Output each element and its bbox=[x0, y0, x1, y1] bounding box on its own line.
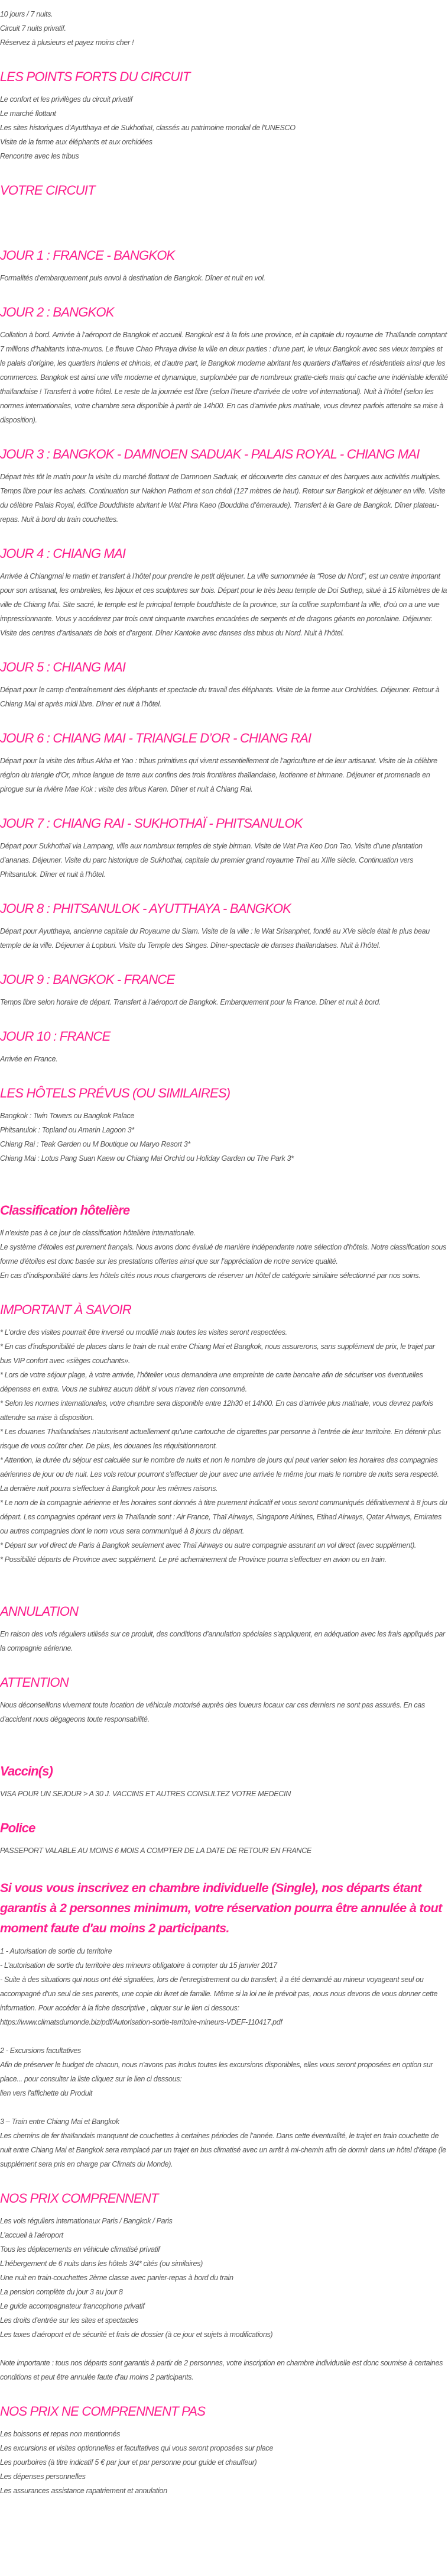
important-item: * Les douanes Thaïlandaises n'autorisent actuellement qu'une cartouche de cigarettes par personne à l'entrée de leur territoire. En détenir plus risque de vous coûter cher. De plus, les douanes les réquisitionneront. bbox=[0, 1428, 441, 1450]
day-description: Arrivée à Chiangmai le matin et transfert à l’hôtel pour prendre le petit déjeuner. La ville surnommée la “Rose du Nord”, est un centre important pour son artisanat, les ombrelles, les bijoux et ces sculptures sur bois. Départ pour le très beau temple de Doi Suthep, situé à 15 kilomètres de la ville de Chiang Mai. Site sacré, le temple est le principal temple bouddhiste de la province, sur la colline surplombant la ville, d’où on a une vue impressionnante. Vous y accéderez par trois cent cinquante marches encadrées de serpents et de dragons géants en porcelaine. Déjeuner. Visite des centres d’artisanats de bois et d’argent. Dîner Kantoke avec danses des tribus du Nord. Nuit à l’hôtel. bbox=[0, 572, 447, 637]
hotel-item: Chiang Mai : Lotus Pang Suan Kaew ou Chiang Mai Orchid ou Holiday Garden ou The Park 3* bbox=[0, 1154, 294, 1163]
highlights-heading: LES POINTS FORTS DU CIRCUIT bbox=[0, 69, 190, 84]
included-item: L'hébergement de 6 nuits dans les hôtels 3/4* cités (ou similaires) bbox=[0, 2259, 203, 2268]
classification-line: Il n’existe pas à ce jour de classification hôtelière internationale. bbox=[0, 1229, 196, 1237]
annulation-text: En raison des vols réguliers utilisés sur ce produit, des conditions d’annulation spéciales s'appliquent, en adéquation avec les frais appliqués par la compagnie aérienne. bbox=[0, 1630, 445, 1652]
included-item: Le guide accompagnateur francophone privatif bbox=[0, 2302, 145, 2310]
hotel-item: Chiang Rai : Teak Garden ou M Boutique ou Maryo Resort 3* bbox=[0, 1140, 190, 1148]
single-room-warning: Si vous vous inscrivez en chambre individuelle (Single), nos départs étant garantis à 2 personnes minimum, votre réservation pourra être annulée à tout moment faute d'au moins 2 participants. bbox=[0, 1881, 442, 1935]
excluded-item: Les boissons et repas non mentionnés bbox=[0, 2430, 121, 2438]
section-line: - Suite à des situations qui nous ont été signalées, lors de l’enregistrement ou du transfert, il a été demandé au mineur voyageant seul ou accompagné d’un seul de ses parents, une copie du livret de famille. Même si la loi ne le prévoit pas, nous nous devons de vous donner cette information. Pour accéder à la fiche descriptive , cliquer sur le lien ci dessous: bbox=[0, 1975, 437, 2012]
day-description: Formalités d’embarquement puis envol à destination de Bangkok. Dîner et nuit en vol. bbox=[0, 274, 265, 282]
excluded-item: Les excursions et visites optionnelles et facultatives qui vous seront proposées sur place bbox=[0, 2444, 274, 2452]
police-text: PASSEPORT VALABLE AU MOINS 6 MOIS A COMPTER DE LA DATE DE RETOUR EN FRANCE bbox=[0, 1847, 311, 1855]
police-heading: Police bbox=[0, 1820, 35, 1835]
important-item: * Selon les normes internationales, votre chambre sera disponible entre 12h30 et 14h00. En cas d’arrivée plus matinale, vous devrez parfois attendre sa mise à disposition. bbox=[0, 1399, 433, 1422]
classification-text bbox=[0, 1226, 448, 1283]
product-poster-link[interactable]: lien vers l'affichette du Produit bbox=[0, 2089, 93, 2097]
booking-tip: Réservez à plusieurs et payez moins cher ! bbox=[0, 38, 134, 47]
included-item: La pension complète du jour 3 au jour 8 bbox=[0, 2288, 123, 2296]
important-note: Note importante : tous nos départs sont garantis à partir de 2 personnes, votre inscription en chambre individuelle est donc soumise à certaines conditions et peut être annulée faute d'au moins 2 participants. bbox=[0, 2359, 443, 2381]
excluded-item: Les assurances assistance rapatriement et annulation bbox=[0, 2487, 167, 2495]
day-description: Départ très tôt le matin pour la visite du marché flottant de Damnoen Saduak, et découverte des canaux et des barques aux activités multiples. Temps libre pour les achats. Continuation sur Nakhon Pathom et son chédi (127 mètres de haut). Retour sur Bangkok et déjeuner en ville. Visite du célèbre Palais Royal, édifice Bouddhiste abritant le Wat Phra Kaeo (Bouddha d’émeraude). Transfert à la Gare de Bangkok. Dîner plateau-repas. Nuit à bord du train couchettes. bbox=[0, 473, 446, 524]
classification-line: En cas d’indisponibilité dans les hôtels cités nous nous chargerons de réserver un hôtel de catégorie similaire sélectionné par nos soins. bbox=[0, 1271, 421, 1280]
important-item: * Le nom de la compagnie aérienne et les horaires sont donnés à titre purement indicatif et vous seront communiqués définitivement à 8 jours du départ. Les compagnies opérant vers la Thaïlande sont : Air France, Thaï Airways, Singapore Airlines, Etihad Airways, Qatar Airways, Emirates ou autres compagnies dont le nom vous sera communiqué à 8 jours du départ. bbox=[0, 1499, 447, 1535]
hotels-heading: LES HÔTELS PRÉVUS (OU SIMILAIRES) bbox=[0, 1086, 231, 1100]
important-list bbox=[0, 1325, 448, 1567]
highlights-list bbox=[0, 92, 448, 163]
spacer bbox=[0, 2100, 448, 2115]
excluded-heading: NOS PRIX NE COMPRENNENT PAS bbox=[0, 2404, 206, 2419]
important-item: * L'ordre des visites pourrait être inversé ou modifié mais toutes les visites seront respectées. bbox=[0, 1328, 287, 1337]
important-item: * Attention, la durée du séjour est calculée sur le nombre de nuits et non le nombre de jours qui peut varier selon les horaires des compagnies aériennes de jour ou de nuit. Les vols retour pourront s'effectuer de jour avec une arrivée le même jour mais le nombre de nuits sera respecté. La dernière nuit pourra s'effectuer à Bangkok pour les mêmes raisons. bbox=[0, 1456, 439, 1493]
day-heading: JOUR 5 : CHIANG MAI bbox=[0, 660, 126, 674]
important-heading: IMPORTANT À SAVOIR bbox=[0, 1302, 131, 1317]
list-item: Visite de la ferme aux éléphants et aux orchidées bbox=[0, 138, 152, 146]
hotel-item: Bangkok : Twin Towers ou Bangkok Palace bbox=[0, 1112, 135, 1120]
important-item: * En cas d'indisponibilité de places dans le train de nuit entre Chiang Mai et Bangkok, nous assurerons, sans supplément de prix, le trajet par bus VIP confort avec «sièges couchants». bbox=[0, 1342, 435, 1365]
circuit-heading: VOTRE CIRCUIT bbox=[0, 183, 95, 198]
day-heading: JOUR 9 : BANGKOK - FRANCE bbox=[0, 972, 175, 987]
section-line: Les chemins de fer thaïlandais manquent de couchettes à certaines périodes de l’année. Dans cette éventualité, le trajet en train couchette de nuit entre Chiang Mai et Bangkok sera remplacé par un trajet en bus climatisé avec un arrêt à mi-chemin afin de dormir dans un hôtel d’étape (le supplément sera pris en charge par Climats du Monde). bbox=[0, 2132, 446, 2168]
list-item: Le marché flottant bbox=[0, 109, 56, 118]
hotels-list bbox=[0, 1109, 448, 1166]
important-item: * Départ sur vol direct de Paris à Bangkok seulement avec Thaï Airways ou autre compagnie assurant un vol direct (avec supplément). bbox=[0, 1541, 417, 1550]
day-heading: JOUR 10 : FRANCE bbox=[0, 1029, 111, 1044]
attention-text: Nous déconseillons vivement toute location de véhicule motorisé auprès des loueurs locaux car ces derniers ne sont pas assurés. En cas d'accident nous dégageons toute responsabilité. bbox=[0, 1701, 425, 1723]
day-heading: JOUR 2 : BANGKOK bbox=[0, 305, 114, 319]
vaccins-heading: Vaccin(s) bbox=[0, 1764, 53, 1778]
section-line: Afin de préserver le budget de chacun, nous n'avons pas inclus toutes les excursions disponibles, elles vous seront proposées en option sur place... pour consulter la liste cliquez sur le lien ci dessous: bbox=[0, 2061, 433, 2083]
spacer bbox=[0, 2029, 448, 2044]
included-item: Les droits d'entrée sur les sites et spectacles bbox=[0, 2316, 138, 2325]
list-item: Les sites historiques d’Ayutthaya et de Sukhothaï, classés au patrimoine mondial de l’UNESCO bbox=[0, 124, 296, 132]
minors-section bbox=[0, 1944, 448, 2029]
itinerary bbox=[0, 247, 448, 1066]
excluded-list bbox=[0, 2427, 448, 2498]
excluded-item: Les pourboires (à titre indicatif 5 € par jour et par personne pour guide et chauffeur) bbox=[0, 2458, 257, 2467]
train-section bbox=[0, 2115, 448, 2171]
included-item: Une nuit en train-couchettes 2ème classe avec panier-repas à bord du train bbox=[0, 2274, 233, 2282]
day-heading: JOUR 8 : PHITSANULOK - AYUTTHAYA - BANGKOK bbox=[0, 901, 291, 916]
section-line: - L’autorisation de sortie du territoire des mineurs obligatoire à compter du 15 janvier 2017 bbox=[0, 1961, 277, 1970]
day-description: Départ pour Sukhothaï via Lampang, ville aux nombreux temples de style birman. Visite de Wat Pra Keo Don Tao. Visite d’une plantation d’ananas. Déjeuner. Visite du parc historique de Sukhothai, capitale du premier grand royaume Thaï au XIIIe siècle. Continuation vers Phitsanulok. Dîner et nuit à l’hôtel. bbox=[0, 842, 423, 879]
list-item: Rencontre avec les tribus bbox=[0, 152, 79, 160]
day-description: Départ pour Ayutthaya, ancienne capitale du Royaume du Siam. Visite de la ville : le Wat Srisanphet, fondé au XVe siècle était le plus beau temple de la ville. Déjeuner à Lopburi. Visite du Temple des Singes. Dîner-spectacle de danses thaïlandaises. Nuit à l’hôtel. bbox=[0, 927, 430, 950]
included-list bbox=[0, 2214, 448, 2342]
annulation-heading: ANNULATION bbox=[0, 1604, 79, 1619]
day-description: Temps libre selon horaire de départ. Transfert à l’aéroport de Bangkok. Embarquement pour la France. Dîner et nuit à bord. bbox=[0, 998, 381, 1006]
included-item: Les taxes d'aéroport et de sécurité et frais de dossier (à ce jour et sujets à modifications) bbox=[0, 2330, 273, 2339]
day-description: Départ pour le camp d’entraînement des éléphants et spectacle du travail des éléphants. Visite de la ferme aux Orchidées. Déjeuner. Retour à Chiang Mai et après midi libre. Dîner et nuit à l’hôtel. bbox=[0, 686, 440, 708]
important-item: * Possibilité départs de Province avec supplément. Le pré acheminement de Province pourra s'effectuer en avion ou en train. bbox=[0, 1555, 387, 1564]
included-heading: NOS PRIX COMPRENNENT bbox=[0, 2191, 158, 2206]
section-title: 2 - Excursions facultatives bbox=[0, 2046, 81, 2055]
included-item: Les vols réguliers internationaux Paris / Bangkok / Paris bbox=[0, 2217, 173, 2225]
intro bbox=[0, 7, 448, 50]
day-heading: JOUR 6 : CHIANG MAI - TRIANGLE D’OR - CHIANG RAI bbox=[0, 731, 311, 745]
hotel-item: Phitsanulok : Topland ou Amarin Lagoon 3* bbox=[0, 1126, 134, 1134]
classification-line: Le système d'étoiles est purement français. Nous avons donc évalué de manière indépendante notre sélection d’hôtels. Notre classification sous forme d'étoiles est donc basée sur les prestations offertes ainsi que sur l’appréciation de notre service qualité. bbox=[0, 1243, 446, 1266]
day-heading: JOUR 1 : FRANCE - BANGKOK bbox=[0, 248, 175, 263]
day-heading: JOUR 7 : CHIANG RAI - SUKHOTHAÏ - PHITSANULOK bbox=[0, 816, 303, 831]
day-description: Collation à bord. Arrivée à l’aéroport de Bangkok et accueil. Bangkok est à la fois une province, et la capitale du royaume de Thaïlande comptant 7 millions d’habitants intra-muros. Le fleuve Chao Phraya divise la ville en deux parties : d’une part, le vieux Bangkok avec ses vieux temples et le palais d’origine, les quartiers indiens et chinois, et d’autre part, le Bangkok moderne abritant les quartiers d’affaires et résidentiels ainsi que les commerces. Bangkok est ainsi une ville moderne et dynamique, surplombée par de nombreux gratte-ciels mais qui cache une indéniable identité thaïlandaise ! Transfert à votre hôtel. Le reste de la journée est libre (selon l’heure d’arrivée de votre vol international). Nuit à l’hôtel (selon les normes internationales, votre chambre sera disponible à partir de 14h00. En cas d’arrivée plus matinale, vous devrez parfois attendre sa mise à disposition). bbox=[0, 331, 448, 424]
section-title: 1 - Autorisation de sortie du territoire bbox=[0, 1947, 112, 1955]
day-heading: JOUR 4 : CHIANG MAI bbox=[0, 546, 126, 561]
circuit-type: Circuit 7 nuits privatif. bbox=[0, 24, 66, 33]
included-item: Tous les déplacements en véhicule climatisé privatif bbox=[0, 2245, 160, 2254]
section-title: 3 – Train entre Chiang Mai et Bangkok bbox=[0, 2117, 119, 2126]
vaccins-text: VISA POUR UN SEJOUR > A 30 J. VACCINS ET AUTRES CONSULTEZ VOTRE MEDECIN bbox=[0, 1790, 291, 1798]
spacer bbox=[0, 2342, 448, 2356]
included-item: L’accueil à l'aéroport bbox=[0, 2231, 63, 2239]
day-description: Arrivée en France. bbox=[0, 1055, 58, 1063]
list-item: Le confort et les privilèges du circuit privatif bbox=[0, 95, 132, 104]
excluded-item: Les dépenses personnelles bbox=[0, 2472, 86, 2481]
excursions-section bbox=[0, 2044, 448, 2100]
duration: 10 jours / 7 nuits. bbox=[0, 10, 53, 18]
important-item: * Lors de votre séjour plage, à votre arrivée, l’hôtelier vous demandera une empreinte de carte bancaire afin de sécuriser vos éventuelles dépenses en extra. Vous ne subirez aucun débit si vous n'avez rien consommé. bbox=[0, 1371, 423, 1393]
authorization-pdf-link[interactable]: https://www.climatsdumonde.biz/pdf/Autorisation-sortie-territoire-mineurs-VDEF-110417.pdf bbox=[0, 2018, 283, 2026]
day-description: Départ pour la visite des tribus Akha et Yao : tribus primitives qui vivent essentiellement de l’agriculture et de leur artisanat. Visite de la célèbre région du triangle d’Or, mince langue de terre aux confins des trois frontières thaïlandaise, laotienne et birmane. Déjeuner et promenade en pirogue sur la rivière Mae Kok : visite des tribus Karen. Dîner et nuit à Chiang Rai. bbox=[0, 757, 437, 793]
classification-heading: Classification hôtelière bbox=[0, 1203, 130, 1218]
day-heading: JOUR 3 : BANGKOK - DAMNOEN SADUAK - PALAIS ROYAL - CHIANG MAI bbox=[0, 447, 420, 461]
attention-heading: ATTENTION bbox=[0, 1675, 69, 1690]
